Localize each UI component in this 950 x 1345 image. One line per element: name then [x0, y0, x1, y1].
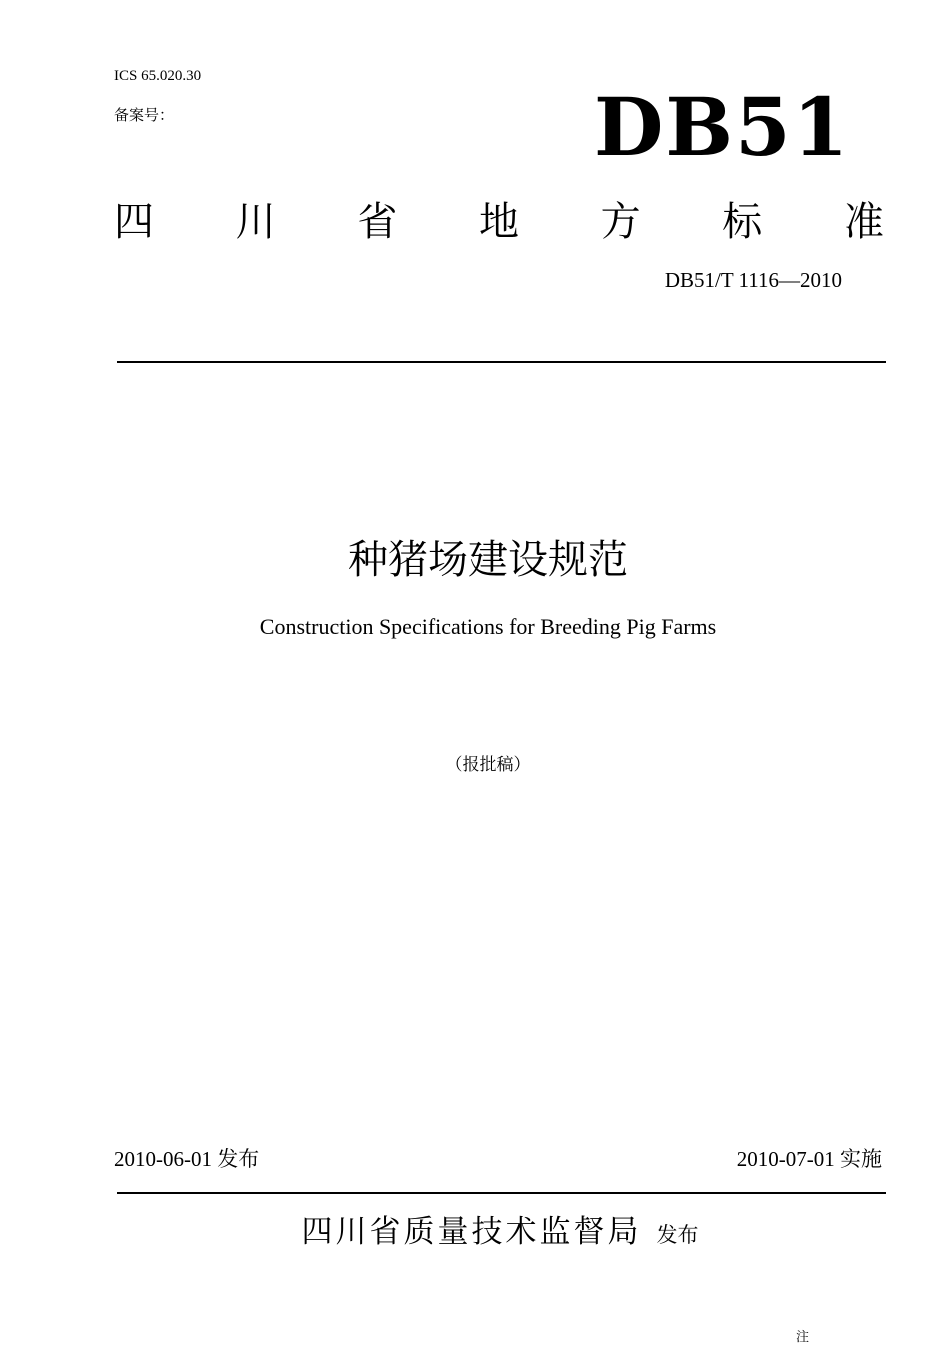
filing-number-label: 备案号：	[114, 106, 175, 124]
standard-type-heading	[114, 190, 884, 247]
publisher-label: 发布	[656, 1223, 699, 1247]
publisher-line	[0, 1206, 950, 1251]
standard-type-char: 标	[722, 199, 763, 245]
standard-type-char: 川	[235, 199, 276, 245]
standard-type-char: 准	[843, 199, 884, 245]
implementation-date	[737, 1143, 882, 1173]
bottom-divider	[117, 1192, 886, 1194]
issue-date-value: 2010-06-01	[114, 1147, 212, 1171]
implementation-date-value: 2010-07-01	[736, 1147, 835, 1171]
standard-type-char: 四	[114, 199, 154, 245]
standard-type-char: 省	[357, 199, 398, 245]
standard-type-char: 地	[478, 199, 519, 245]
standard-type-char: 方	[600, 199, 641, 245]
issue-date	[114, 1143, 259, 1173]
standard-number: DB51/T 1116—2010	[664, 268, 842, 292]
implementation-date-label: 实施	[840, 1147, 882, 1171]
issue-date-label: 发布	[217, 1147, 260, 1171]
footer-note: 注	[796, 1330, 810, 1345]
standard-code-logo: DB51	[594, 80, 851, 174]
publisher-organization: 四川省质量技术监督局	[301, 1214, 642, 1250]
top-divider	[117, 361, 886, 363]
draft-status: （报批稿）	[445, 755, 531, 775]
ics-code: ICS 65.020.30	[114, 68, 202, 84]
document-title-english: Construction Specifications for Breeding Pig Farms	[259, 614, 717, 639]
document-title-chinese: 种猪场建设规范	[348, 537, 628, 583]
